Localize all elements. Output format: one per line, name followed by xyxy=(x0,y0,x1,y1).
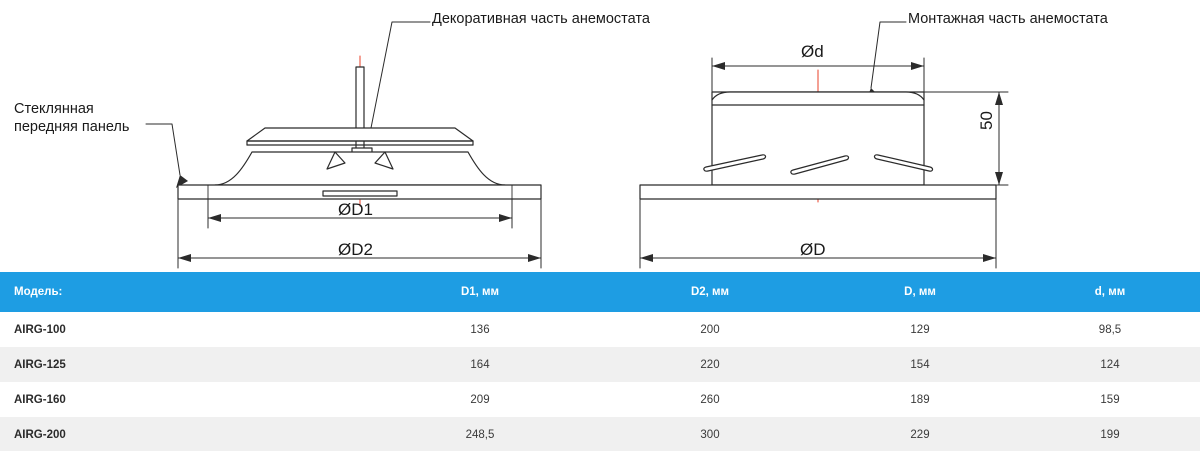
specs-table-container xyxy=(0,272,1200,451)
callout-glass-panel xyxy=(14,100,129,136)
table-header-row xyxy=(0,272,1200,312)
column-header-d2: D2, мм xyxy=(600,272,820,312)
leader-mounting xyxy=(871,22,906,88)
callout-decorative-part: Декоративная часть анемостата xyxy=(432,11,650,27)
cell-d1: 136 xyxy=(470,323,490,336)
callout-mounting-part: Монтажная часть анемостата xyxy=(908,11,1108,27)
table-row xyxy=(0,417,1200,451)
callout-glass-panel-line2: передняя панель xyxy=(14,119,130,136)
leader-decorative xyxy=(371,22,430,128)
specs-table xyxy=(0,272,1200,451)
dimension-label-d1: ØD1 xyxy=(338,200,373,219)
cell-model: AIRG-160 xyxy=(14,393,66,406)
callout-glass-panel-line1: Стеклянная xyxy=(14,101,94,117)
cell-d2: 220 xyxy=(700,358,720,371)
cell-d2: 300 xyxy=(700,428,720,441)
cell-d1: 248,5 xyxy=(465,428,495,441)
dimension-height xyxy=(924,92,1008,185)
cell-d2: 200 xyxy=(700,323,720,336)
dimension-label-d-large: ØD xyxy=(800,240,826,259)
cell-d1: 164 xyxy=(470,358,490,371)
specs-table-head xyxy=(0,272,1200,312)
cell-d-small: 98,5 xyxy=(1098,323,1122,336)
cell-d2: 260 xyxy=(700,393,720,406)
cell-d-big: 189 xyxy=(910,393,930,406)
cell-d-big: 154 xyxy=(910,358,930,371)
cell-d-small: 199 xyxy=(1100,428,1120,441)
column-header-d1: D1, мм xyxy=(360,272,600,312)
table-row xyxy=(0,347,1200,382)
table-row xyxy=(0,312,1200,347)
column-header-d-big: D, мм xyxy=(820,272,1020,312)
leader-glass xyxy=(146,124,180,175)
cell-d-big: 129 xyxy=(910,323,930,336)
cell-model: AIRG-200 xyxy=(14,428,66,441)
column-header-model: Модель: xyxy=(0,272,360,312)
cell-model: AIRG-100 xyxy=(14,323,66,336)
cell-d1: 209 xyxy=(470,393,490,406)
cell-d-big: 229 xyxy=(910,428,930,441)
cell-d-small: 159 xyxy=(1100,393,1120,406)
column-header-d-small: d, мм xyxy=(1020,272,1200,312)
cell-d-small: 124 xyxy=(1100,358,1120,371)
dimension-label-d-small: Ød xyxy=(801,42,824,61)
cell-model: AIRG-125 xyxy=(14,358,66,371)
dimension-label-height: 50 xyxy=(977,111,996,130)
table-row xyxy=(0,382,1200,417)
dimension-label-d2: ØD2 xyxy=(338,240,373,259)
specs-table-body xyxy=(0,312,1200,451)
